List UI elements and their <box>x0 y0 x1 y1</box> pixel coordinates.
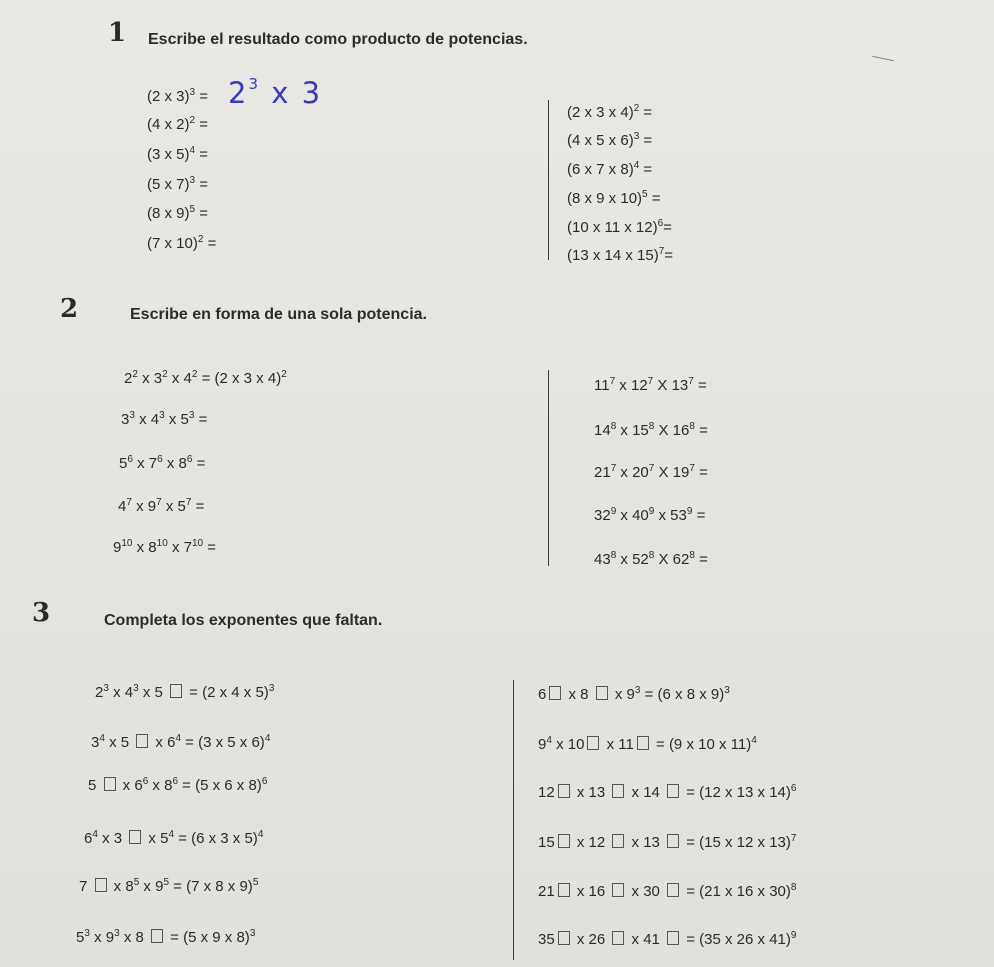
divider-1 <box>548 100 549 260</box>
eq-3-7: 6 x 8 x $9^3 = (6$ x 8 x 9)$^3$ <box>538 685 730 703</box>
eq-1-10: (8 x 9 x 10)$^5$ = <box>567 189 661 207</box>
blank-box[interactable] <box>667 931 679 945</box>
eq-1-8: (4 x 5 x 6)$^3$ = <box>567 131 653 149</box>
blank-box[interactable] <box>667 784 679 798</box>
eq-2-10: $43^8$ x $52^8$ X $62^8$ = <box>594 550 708 568</box>
eq-2-6: $11^7$ x $12^7$ X $13^7$ = <box>594 376 707 394</box>
eq-1-2: (4 x 2)$^2$ = <box>147 115 209 133</box>
eq-3-3: 5 x $6^6$ x $8^6 = (5$ x 6 x 8)$^6$ <box>88 776 268 794</box>
handwritten-exponent: 3 <box>248 75 260 93</box>
eq-3-4: $6^4$ x 3 x $5^4 = (6$ x 3 x 5)$^4$ <box>84 829 264 847</box>
handwritten-times: x <box>271 76 291 110</box>
eq-2-2: $3^3$ x $4^3$ x $5^3$ = <box>121 410 208 428</box>
eq-1-6: (7 x 10)$^2$ = <box>147 234 217 252</box>
section-2-number: 2 <box>60 294 79 324</box>
eq-3-12: 35 x 26 x 41 = (35 x 26 x 41)$^9$ <box>538 930 797 948</box>
eq-2-3: $5^6$ x $7^6$ x $8^6$ = <box>119 454 206 472</box>
divider-3 <box>513 680 514 960</box>
blank-box[interactable] <box>136 734 148 748</box>
section-1-instruction: Escribe el resultado como producto de potencias. <box>148 31 528 48</box>
eq-3-9: 12 x 13 x 14 = (12 x 13 x 14)$^6$ <box>538 783 797 801</box>
blank-box[interactable] <box>549 686 561 700</box>
eq-1-1: (2 x 3)$^3$ = <box>147 87 209 105</box>
blank-box[interactable] <box>637 736 649 750</box>
eq-2-7: $14^8$ x $15^8$ X $16^8$ = <box>594 421 708 439</box>
handwritten-base-2: 3 <box>301 76 323 110</box>
blank-box[interactable] <box>129 830 141 844</box>
eq-3-5: 7 x $8^5$ x $9^5 = (7$ x 8 x 9)$^5$ <box>79 877 259 895</box>
eq-2-8: $21^7$ x $20^7$ X $19^7$ = <box>594 463 708 481</box>
blank-box[interactable] <box>558 883 570 897</box>
eq-1-11: (10 x 11 x 12)$^6$= <box>567 218 672 236</box>
eq-2-9: $32^9$ x $40^9$ x $53^9$ = <box>594 506 706 524</box>
eq-3-10: 15 x 12 x 13 = (15 x 12 x 13)$^7$ <box>538 833 797 851</box>
blank-box[interactable] <box>170 684 182 698</box>
blank-box[interactable] <box>558 931 570 945</box>
eq-1-3: (3 x 5)$^4$ = <box>147 145 209 163</box>
eq-1-9: (6 x 7 x 8)$^4$ = <box>567 160 653 178</box>
divider-2 <box>548 370 549 566</box>
eq-2-4: $4^7$ x $9^7$ x $5^7$ = <box>118 497 205 515</box>
eq-1-4: (5 x 7)$^3$ = <box>147 175 209 193</box>
eq-2-5: $9^{10}$ x $8^{10}$ x $7^{10}$ = <box>113 538 217 556</box>
blank-box[interactable] <box>596 686 608 700</box>
section-3-number: 3 <box>32 598 51 628</box>
blank-box[interactable] <box>558 834 570 848</box>
eq-1-12: (13 x 14 x 15)$^7$= <box>567 246 674 264</box>
eq-3-2: $3^4$ x 5 x $6^4 = (3$ x 5 x 6)$^4$ <box>91 733 271 751</box>
blank-box[interactable] <box>612 834 624 848</box>
eq-3-1: $2^3$ x $4^3$ x 5 = (2 x 4 x 5)$^3$ <box>95 683 275 701</box>
eq-3-11: 21 x 16 x 30 = (21 x 16 x 30)$^8$ <box>538 882 797 900</box>
eq-1-7: (2 x 3 x 4)$^2$ = <box>567 103 653 121</box>
blank-box[interactable] <box>667 883 679 897</box>
blank-box[interactable] <box>612 931 624 945</box>
blank-box[interactable] <box>612 883 624 897</box>
section-1-number: 1 <box>108 18 127 48</box>
section-2-instruction: Escribe en forma de una sola potencia. <box>130 306 427 323</box>
blank-box[interactable] <box>612 784 624 798</box>
handwritten-base-1: 2 <box>228 76 249 110</box>
blank-box[interactable] <box>151 929 163 943</box>
paper-mark <box>872 56 894 62</box>
eq-3-6: $5^3$ x $9^3$ x 8 = (5 x 9 x 8)$^3$ <box>76 928 256 946</box>
blank-box[interactable] <box>104 777 116 791</box>
eq-3-8: $9^4$ x 10 x 11 = (9 x 10 x 11)$^4$ <box>538 735 757 753</box>
blank-box[interactable] <box>667 834 679 848</box>
eq-2-1: $2^2$ x $3^2$ x $4^2 = (2$ x 3 x 4)$^2$ <box>124 369 287 387</box>
handwritten-answer <box>228 75 322 110</box>
blank-box[interactable] <box>587 736 599 750</box>
section-3-instruction: Completa los exponentes que faltan. <box>104 612 383 629</box>
eq-1-5: (8 x 9)$^5$ = <box>147 204 209 222</box>
blank-box[interactable] <box>95 878 107 892</box>
blank-box[interactable] <box>558 784 570 798</box>
